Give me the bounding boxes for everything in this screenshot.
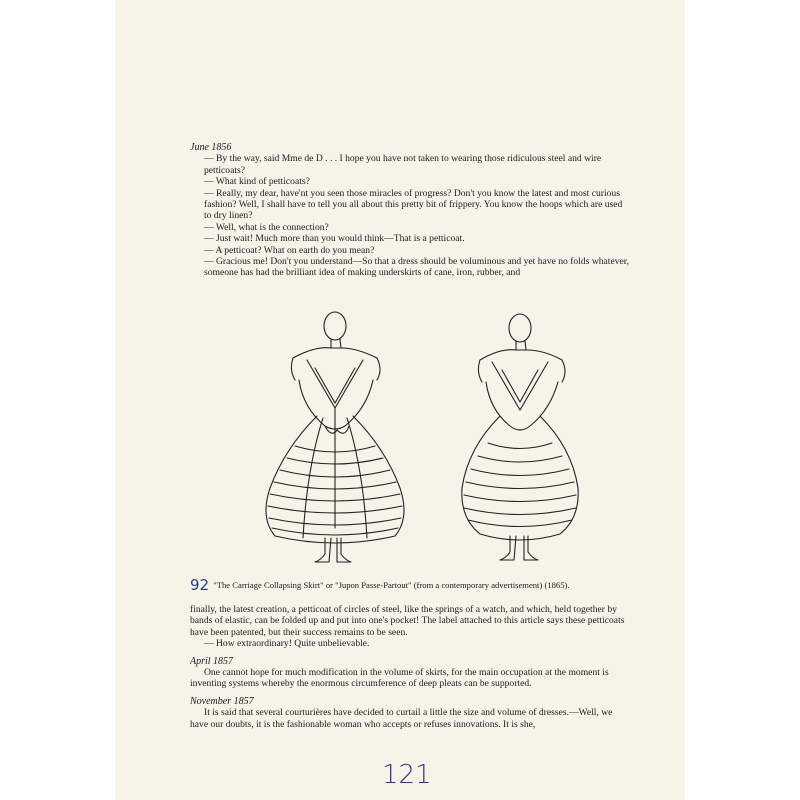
caption-text: "The Carriage Collapsing Skirt" or "Jupon Passe-Partout" (from a contemporary advertisement) (1865). xyxy=(213,580,570,590)
date-heading: April 1857 xyxy=(190,655,234,667)
page-number: 121 xyxy=(382,760,432,790)
dialogue-line: — What kind of petticoats? xyxy=(204,176,310,188)
petticoat-illustration xyxy=(245,298,615,573)
continuation-section xyxy=(190,604,630,730)
dialogue-line: — Well, what is the connection? xyxy=(204,221,329,233)
paragraph: One cannot hope for much modification in the volume of skirts, for the main occupation at the moment is inventing systems whereby the enormous circumference of deep pleats can be supported. xyxy=(190,667,609,690)
date-heading: June 1856 xyxy=(190,142,232,153)
dialogue-line: — By the way, said Mme de D . . . I hope you have not taken to wearing those ridiculous steel and wire petticoats? xyxy=(204,153,602,176)
june-1856-section xyxy=(190,142,630,279)
figure-number: 92 xyxy=(190,576,210,594)
paragraph: It is said that several courturières have decided to curtail a little the size and volume of dresses.—Well, we have our doubts, it is the fashionable woman who accepts or refuses innovations. It is she, xyxy=(190,707,613,730)
dialogue-line: — A petticoat? What on earth do you mean? xyxy=(204,244,375,256)
dialogue-line: — Just wait! Much more than you would think—That is a petticoat. xyxy=(204,233,465,245)
left-figure xyxy=(266,312,404,562)
paragraph: finally, the latest creation, a petticoat of circles of steel, like the springs of a watch, and which, held together by bands of elastic, can be folded up and put into one's pocket! The label attached to this article says these petticoats have been patented, but their success remains to be seen. xyxy=(190,604,625,638)
dialogue-line: — How extraordinary! Quite unbelievable. xyxy=(204,638,370,650)
dialogue-line: — Really, my dear, have'nt you seen those miracles of progress? Don't you know the latest and most curious fashion? Well, I shall have to tell you all about this pretty bit of frippery. You know the hoops which are used to dry linen? xyxy=(204,187,623,222)
right-figure xyxy=(462,314,578,560)
dialogue-line: — Gracious me! Don't you understand—So that a dress should be voluminous and yet have no folds whatever, someone has had the brilliant idea of making underskirts of cane, iron, rubber, and xyxy=(204,256,629,279)
figure-caption xyxy=(190,576,630,594)
date-heading: November 1857 xyxy=(190,695,254,707)
